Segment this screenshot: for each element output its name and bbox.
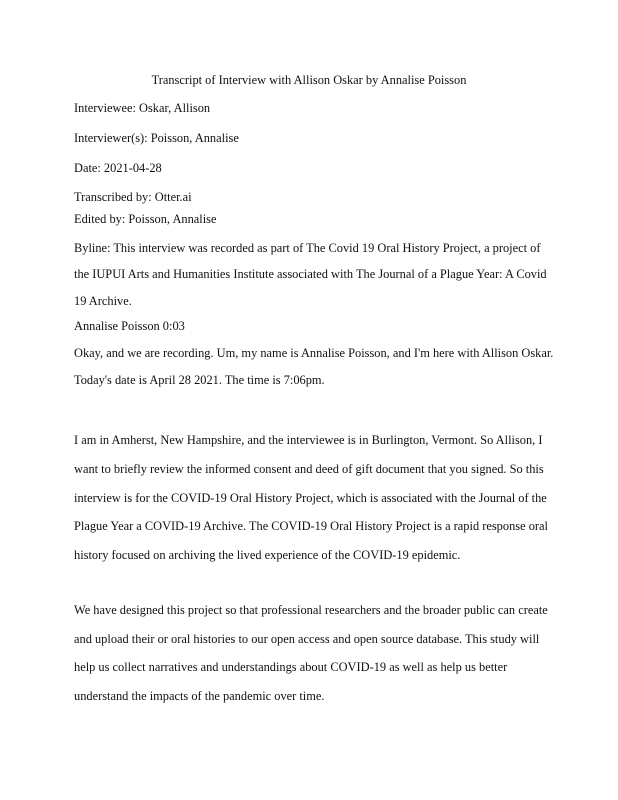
date-field: Date: 2021-04-28 xyxy=(74,161,162,175)
paragraph-line: interview is for the COVID-19 Oral History Project, which is associated with the Journal of the xyxy=(74,491,547,505)
transcribed-by-field: Transcribed by: Otter.ai xyxy=(74,190,192,204)
byline-line: 19 Archive. xyxy=(74,294,132,308)
paragraph-line: want to briefly review the informed consent and deed of gift document that you signed. So this xyxy=(74,462,544,476)
byline-line: Byline: This interview was recorded as part of The Covid 19 Oral History Project, a project of xyxy=(74,241,541,255)
edited-by-field: Edited by: Poisson, Annalise xyxy=(74,212,217,226)
paragraph-line: history focused on archiving the lived experience of the COVID-19 epidemic. xyxy=(74,548,461,562)
paragraph-line: understand the impacts of the pandemic over time. xyxy=(74,689,325,703)
paragraph-line: and upload their or oral histories to our open access and open source database. This study will xyxy=(74,632,540,646)
paragraph-line: I am in Amherst, New Hampshire, and the interviewee is in Burlington, Vermont. So Allison, I xyxy=(74,433,543,447)
paragraph-line: We have designed this project so that professional researchers and the broader public can create xyxy=(74,603,548,617)
paragraph-line: Plague Year a COVID-19 Archive. The COVID-19 Oral History Project is a rapid response oral xyxy=(74,519,548,533)
paragraph-line: Okay, and we are recording. Um, my name is Annalise Poisson, and I'm here with Allison Oskar. xyxy=(74,346,554,360)
document-title: Transcript of Interview with Allison Oskar by Annalise Poisson xyxy=(151,73,467,87)
interviewers-field: Interviewer(s): Poisson, Annalise xyxy=(74,131,239,145)
paragraph-line: help us collect narratives and understandings about COVID-19 as well as help us better xyxy=(74,660,508,674)
byline-line: the IUPUI Arts and Humanities Institute associated with The Journal of a Plague Year: A Covid xyxy=(74,267,547,281)
speaker-label: Annalise Poisson 0:03 xyxy=(74,319,185,333)
paragraph-line: Today's date is April 28 2021. The time is 7:06pm. xyxy=(74,373,325,387)
interviewee-field: Interviewee: Oskar, Allison xyxy=(74,101,211,115)
